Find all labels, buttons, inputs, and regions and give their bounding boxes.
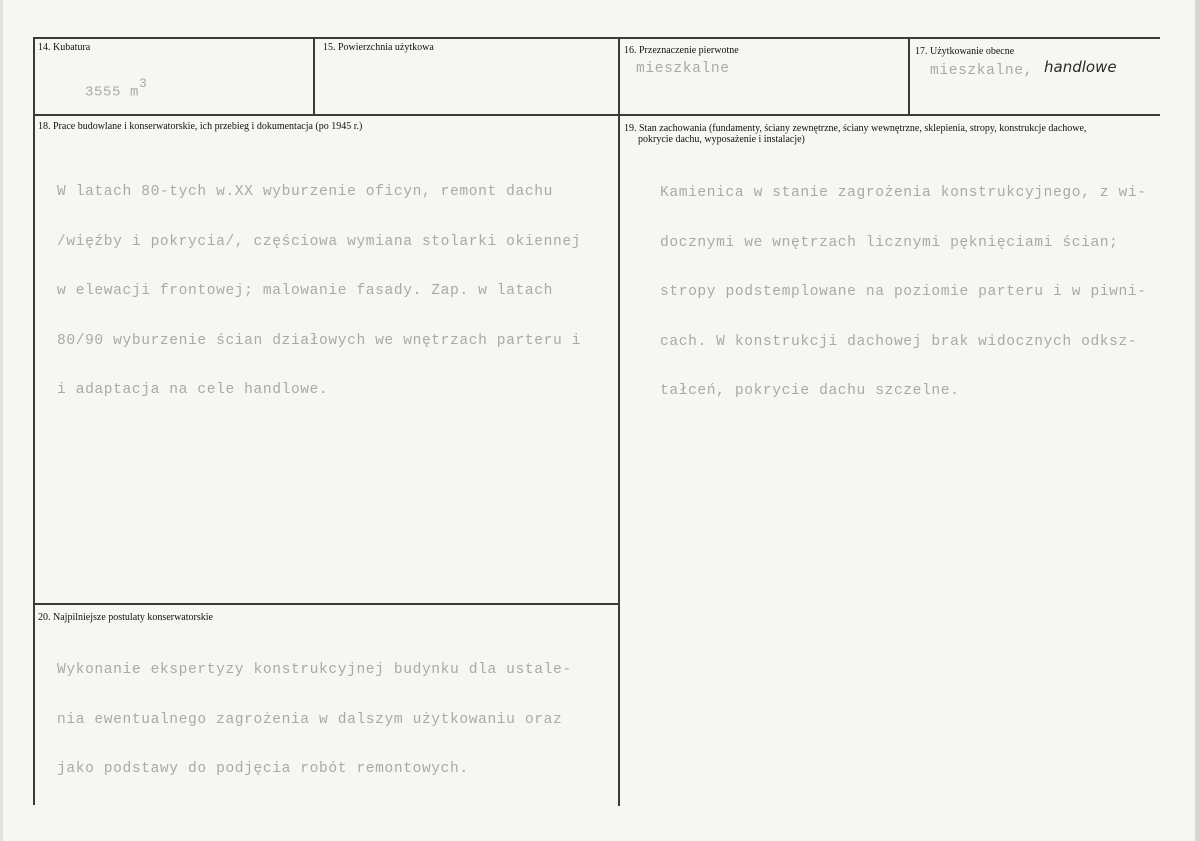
field-14-label: 14. Kubatura	[38, 42, 91, 53]
field-19-label-line1: 19. Stan zachowania (fundamenty, ściany zewnętrzne, ściany wewnętrzne, sklepienia, stropy, konstrukcje dachowe,	[624, 123, 1087, 134]
field-18-line: W latach 80-tych w.XX wyburzenie oficyn, remont dachu	[57, 184, 553, 200]
center-divider-line	[618, 37, 620, 806]
field-15-label: 15. Powierzchnia użytkowa	[323, 42, 434, 53]
paper-edge-left	[0, 0, 3, 841]
field-17-handwritten: handlowe	[1044, 58, 1117, 76]
field-20-label: 20. Najpilniejsze postulaty konserwatorskie	[38, 612, 213, 623]
divider-14-15	[313, 37, 315, 115]
field-20-line: jako podstawy do podjęcia robót remontowych.	[57, 761, 469, 777]
left-border-line	[33, 37, 35, 805]
divider-16-17	[908, 37, 910, 115]
field-20-line: nia ewentualnego zagrożenia w dalszym użytkowaniu oraz	[57, 711, 563, 728]
field-19-line: cach. W konstrukcji dachowej brak widocznych odksz-	[660, 333, 1138, 350]
field-17-label: 17. Użytkowanie obecne	[915, 46, 1015, 57]
divider-18-20	[33, 603, 619, 605]
field-18-text	[57, 151, 581, 432]
field-20-text	[57, 629, 572, 811]
field-19-text	[660, 152, 1147, 433]
field-18-line: 80/90 wyburzenie ścian działowych we wnętrzach parteru i	[57, 332, 582, 349]
field-19-line: docznymi we wnętrzach licznymi pęknięciami ścian;	[660, 234, 1119, 251]
field-18-line: i adaptacja na cele handlowe.	[57, 382, 329, 398]
field-19-label-line2: pokrycie dachu, wyposażenie i instalacje)	[638, 134, 805, 145]
field-16-value: mieszkalne	[636, 61, 730, 77]
field-16-label: 16. Przeznaczenie pierwotne	[624, 45, 739, 56]
field-14-value	[49, 62, 147, 117]
field-18-line: w elewacji frontowej; malowanie fasady. Zap. w latach	[57, 283, 553, 299]
field-18-line: /więźby i pokrycia/, częściowa wymiana stolarki okiennej	[57, 233, 582, 250]
field-14-unit-sup: 3	[139, 75, 148, 91]
field-19-line: Kamienica w stanie zagrożenia konstrukcyjnego, z wi-	[660, 185, 1147, 201]
paper-edge-right	[1195, 0, 1199, 841]
top-border-line	[33, 37, 1160, 39]
field-20-line: Wykonanie ekspertyzy konstrukcyjnej budynku dla ustale-	[57, 662, 572, 678]
field-17-value: mieszkalne,	[930, 63, 1033, 79]
field-18-label: 18. Prace budowlane i konserwatorskie, ich przebieg i dokumentacja (po 1945 r.)	[38, 121, 363, 132]
field-14-number: 3555 m	[85, 84, 140, 101]
field-19-line: tałceń, pokrycie dachu szczelne.	[660, 383, 960, 399]
field-19-line: stropy podstemplowane na poziomie parteru i w piwni-	[660, 284, 1147, 300]
row-divider-line	[33, 114, 1160, 116]
